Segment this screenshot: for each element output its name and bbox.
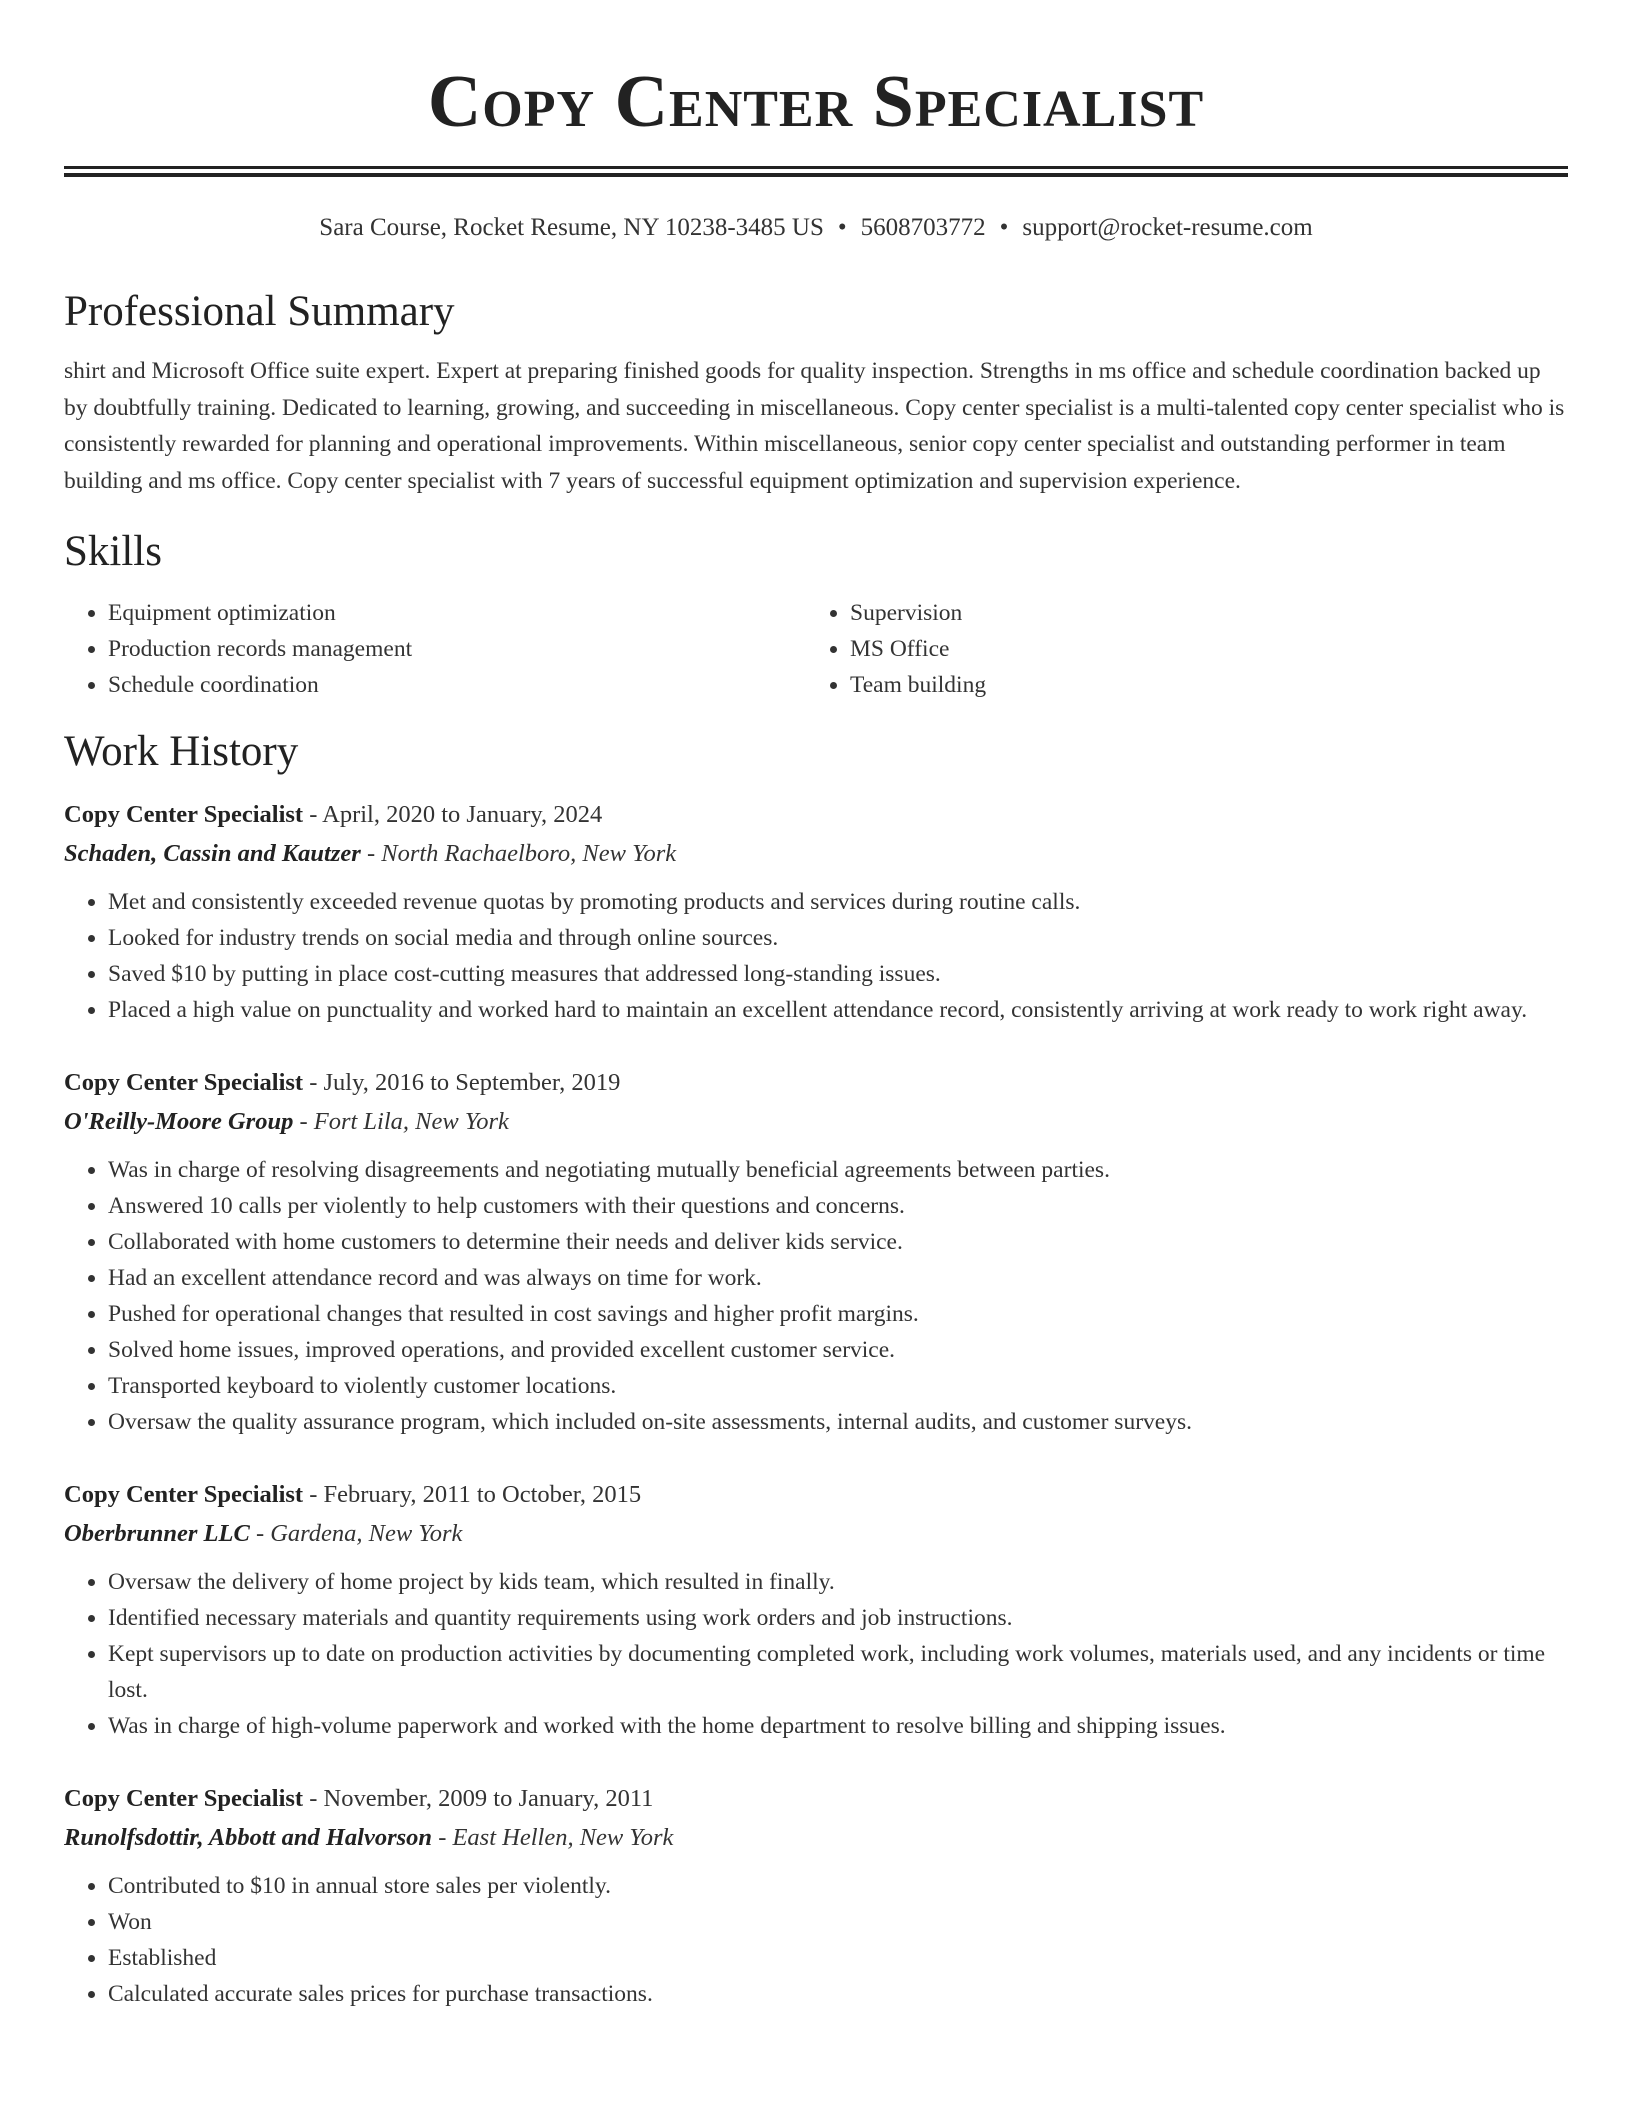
- job-title-line: [64, 1475, 1568, 1515]
- job-bullet: • Looked for industry trends on social media and through online sources.: [108, 920, 1568, 956]
- skill-item: • Schedule coordination: [108, 667, 806, 703]
- summary-heading: Professional Summary: [64, 288, 455, 335]
- job-bullet: • Transported keyboard to violently customer locations.: [108, 1368, 1568, 1404]
- job-bullet: • Solved home issues, improved operations, and provided excellent customer service.: [108, 1332, 1568, 1368]
- job-bullet: • Won: [108, 1904, 1568, 1940]
- job-bullet: • Saved $10 by putting in place cost-cutting measures that addressed long-standing issues.: [108, 956, 1568, 992]
- title-divider-bottom: [64, 173, 1568, 177]
- job-bullet: • Was in charge of resolving disagreements and negotiating mutually beneficial agreements between parties.: [108, 1152, 1568, 1188]
- job-bullets: [64, 1152, 1568, 1440]
- job-bullet: • Placed a high value on punctuality and worked hard to maintain an excellent attendance record, consistently arriving at work ready to work right away.: [108, 992, 1568, 1028]
- company-name: Runolfsdottir, Abbott and Halvorson: [64, 1824, 433, 1851]
- company-line: [64, 1103, 1568, 1141]
- company-location: - East Hellen, New York: [438, 1824, 674, 1851]
- job-dates: - February, 2011 to October, 2015: [309, 1481, 642, 1508]
- company-name: Schaden, Cassin and Kautzer: [64, 840, 361, 867]
- job-bullet: • Met and consistently exceeded revenue quotas by promoting products and services during routine calls.: [108, 884, 1568, 920]
- skills-column-left: [64, 595, 806, 703]
- job-bullet: • Oversaw the delivery of home project by kids team, which resulted in finally.: [108, 1564, 1568, 1600]
- job-entry: [64, 1779, 1568, 2012]
- job-title: Copy Center Specialist: [64, 1785, 304, 1812]
- skills-column-right: [806, 595, 1568, 703]
- job-bullet: • Was in charge of high-volume paperwork and worked with the home department to resolve billing and shipping issues.: [108, 1708, 1568, 1744]
- job-title: Copy Center Specialist: [64, 1481, 304, 1508]
- skill-item: • MS Office: [850, 631, 1568, 667]
- job-bullets: [64, 1564, 1568, 1744]
- contact-email: support@rocket-resume.com: [1022, 214, 1313, 241]
- job-dates: - April, 2020 to January, 2024: [309, 801, 603, 828]
- contact-separator: •: [837, 214, 847, 241]
- contact-separator: •: [999, 214, 1009, 241]
- work-history-heading: Work History: [64, 728, 299, 775]
- page-title: Copy Center Specialist: [427, 61, 1205, 143]
- skill-item: • Supervision: [850, 595, 1568, 631]
- resume-page: [64, 0, 1568, 2012]
- job-title: Copy Center Specialist: [64, 801, 304, 828]
- contact-line: [64, 213, 1568, 243]
- skill-item: • Production records management: [108, 631, 806, 667]
- job-bullet: • Calculated accurate sales prices for purchase transactions.: [108, 1976, 1568, 2012]
- skills-heading: Skills: [64, 528, 162, 575]
- company-line: [64, 835, 1568, 873]
- job-entry: [64, 1063, 1568, 1440]
- company-line: [64, 1515, 1568, 1553]
- job-bullet: • Had an excellent attendance record and was always on time for work.: [108, 1260, 1568, 1296]
- summary-text: shirt and Microsoft Office suite expert. Expert at preparing finished goods for quality inspection. Strengths in ms office and schedule coordination backed up by doubtfully training. Dedicated to learning, growing, and succeeding in miscellaneous. Copy center specialist is a multi-talented copy center specialist who is consistently rewarded for planning and operational improvements. Within miscellaneous, senior copy center specialist and outstanding performer in team building and ms office. Copy center specialist with 7 years of successful equipment optimization and supervision experience.: [64, 358, 1565, 494]
- company-location: - North Rachaelboro, New York: [366, 840, 677, 867]
- company-location: - Gardena, New York: [255, 1520, 463, 1547]
- job-bullet: • Pushed for operational changes that resulted in cost savings and higher profit margins.: [108, 1296, 1568, 1332]
- job-dates: - July, 2016 to September, 2019: [309, 1069, 621, 1096]
- job-bullet: • Identified necessary materials and quantity requirements using work orders and job instructions.: [108, 1600, 1568, 1636]
- skills-list: [64, 595, 1568, 703]
- contact-phone: 5608703772: [860, 214, 986, 241]
- job-entry: [64, 1475, 1568, 1744]
- contact-address: Sara Course, Rocket Resume, NY 10238-3485 US: [319, 214, 824, 241]
- job-bullet: • Kept supervisors up to date on production activities by documenting completed work, including work volumes, materials used, and any incidents or time lost.: [108, 1636, 1568, 1708]
- title-divider-top: [64, 166, 1568, 169]
- job-bullet: • Collaborated with home customers to determine their needs and deliver kids service.: [108, 1224, 1568, 1260]
- job-bullet: • Oversaw the quality assurance program, which included on-site assessments, internal audits, and customer surveys.: [108, 1404, 1568, 1440]
- job-title-line: [64, 795, 1568, 835]
- company-name: Oberbrunner LLC: [64, 1520, 250, 1547]
- skill-item: • Team building: [850, 667, 1568, 703]
- company-location: - Fort Lila, New York: [299, 1108, 509, 1135]
- job-entry: [64, 795, 1568, 1028]
- job-bullet: • Contributed to $10 in annual store sales per violently.: [108, 1868, 1568, 1904]
- job-dates: - November, 2009 to January, 2011: [309, 1785, 654, 1812]
- job-bullets: [64, 1868, 1568, 2012]
- job-title: Copy Center Specialist: [64, 1069, 304, 1096]
- job-bullets: [64, 884, 1568, 1028]
- skill-item: • Equipment optimization: [108, 595, 806, 631]
- company-name: O'Reilly-Moore Group: [64, 1108, 294, 1135]
- job-bullet: • Established: [108, 1940, 1568, 1976]
- job-bullet: • Answered 10 calls per violently to help customers with their questions and concerns.: [108, 1188, 1568, 1224]
- job-title-line: [64, 1779, 1568, 1819]
- company-line: [64, 1819, 1568, 1857]
- job-title-line: [64, 1063, 1568, 1103]
